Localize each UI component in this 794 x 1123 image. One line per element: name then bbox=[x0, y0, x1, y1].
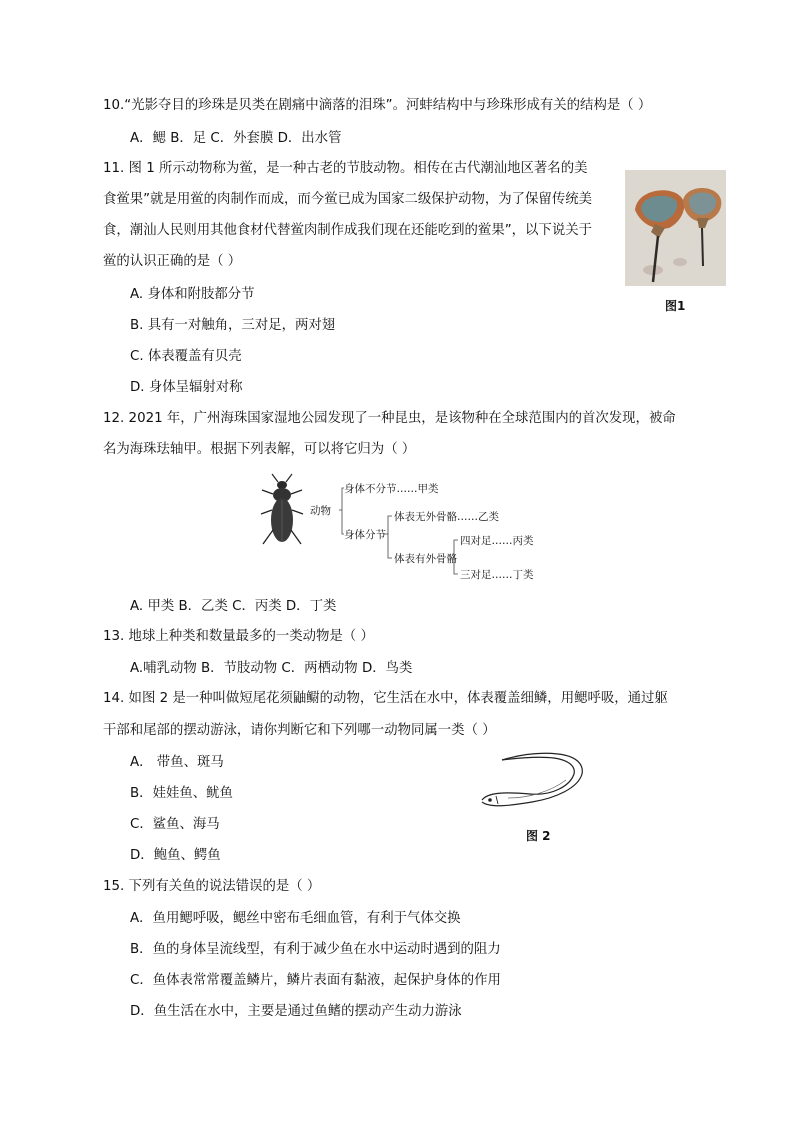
key-unsegmented: 身体不分节……甲类 bbox=[344, 483, 439, 495]
q11-option-d: D. 身体呈辐射对称 bbox=[130, 380, 243, 395]
q14-line2: 干部和尾部的摆动游泳，请你判断它和下列哪一动物同属一类（ ） bbox=[103, 723, 496, 738]
q12-line1: 12. 2021 年，广州海珠国家湿地公园发现了一种昆虫，是该物种在全球范围内的首次发现，被命 bbox=[103, 411, 676, 426]
q11-line1: 11. 图 1 所示动物称为鲎，是一种古老的节肢动物。相传在古代潮汕地区著名的美 bbox=[103, 161, 588, 176]
key-three-legs: 三对足……丁类 bbox=[460, 569, 534, 581]
q12-line2: 名为海珠珐轴甲。根据下列表解，可以将它归为（ ） bbox=[103, 442, 416, 457]
q10-stem: 10.“光影夺目的珍珠是贝类在剧痛中滴落的泪珠”。河蚌结构中与珍珠形成有关的结构是（ ） bbox=[103, 98, 652, 113]
q14-line1: 14. 如图 2 是一种叫做短尾花须鼬鳚的动物，它生活在水中，体表覆盖细鳞，用鳃呼吸，通过躯 bbox=[103, 691, 668, 706]
q14-option-b: B．娃娃鱼、鱿鱼 bbox=[130, 786, 233, 801]
q11-line3: 食，潮汕人民则用其他食材代替鲎肉制作成我们现在还能吃到的鲎果”，以下说关于 bbox=[103, 223, 592, 238]
q14-option-d: D．鲍鱼、鳄鱼 bbox=[130, 848, 221, 863]
key-segmented: 身体分节 bbox=[344, 529, 386, 541]
q15-option-d: D．鱼生活在水中，主要是通过鱼鳍的摆动产生动力游泳 bbox=[130, 1004, 462, 1019]
q11-line4: 鲎的认识正确的是（ ） bbox=[103, 254, 242, 269]
q15-option-c: C．鱼体表常常覆盖鳞片，鳞片表面有黏液，起保护身体的作用 bbox=[130, 973, 501, 988]
q14-option-c: C．鲨鱼、海马 bbox=[130, 817, 220, 832]
key-no-exoskeleton: 体表无外骨骼……乙类 bbox=[394, 511, 499, 523]
q11-option-a: A. 身体和附肢都分节 bbox=[130, 287, 255, 302]
figure-2-caption: 图 2 bbox=[526, 829, 551, 843]
key-has-exoskeleton: 体表有外骨骼 bbox=[394, 553, 457, 565]
classification-key bbox=[308, 478, 538, 582]
q11-option-b: B. 具有一对触角，三对足，两对翅 bbox=[130, 318, 336, 333]
q15-stem: 15. 下列有关鱼的说法错误的是（ ） bbox=[103, 879, 321, 894]
q15-option-b: B．鱼的身体呈流线型，有利于减少鱼在水中运动时遇到的阻力 bbox=[130, 942, 501, 957]
fish-drawing bbox=[478, 752, 590, 812]
figure-1-caption: 图1 bbox=[665, 299, 686, 313]
key-root: 动物 bbox=[310, 505, 331, 517]
key-four-legs: 四对足……丙类 bbox=[460, 535, 534, 547]
q12-options: A. 甲类 B．乙类 C．丙类 D．丁类 bbox=[130, 599, 337, 614]
beetle-image bbox=[258, 472, 306, 552]
q15-option-a: A．鱼用鳃呼吸，鳃丝中密布毛细血管，有利于气体交换 bbox=[130, 911, 461, 926]
horseshoe-crab-photo bbox=[625, 170, 726, 286]
q11-line2: 食鲎果”就是用鲎的肉制作而成，而今鲎已成为国家二级保护动物，为了保留传统美 bbox=[103, 192, 592, 207]
q11-option-c: C. 体表覆盖有贝壳 bbox=[130, 349, 242, 364]
q13-options: A.哺乳动物 B．节肢动物 C．两栖动物 D．鸟类 bbox=[130, 661, 413, 676]
q10-options: A．鳃 B．足 C．外套膜 D．出水管 bbox=[130, 131, 342, 146]
q14-option-a: A． 带鱼、斑马 bbox=[130, 755, 224, 770]
q13-stem: 13. 地球上种类和数量最多的一类动物是（ ） bbox=[103, 629, 374, 644]
